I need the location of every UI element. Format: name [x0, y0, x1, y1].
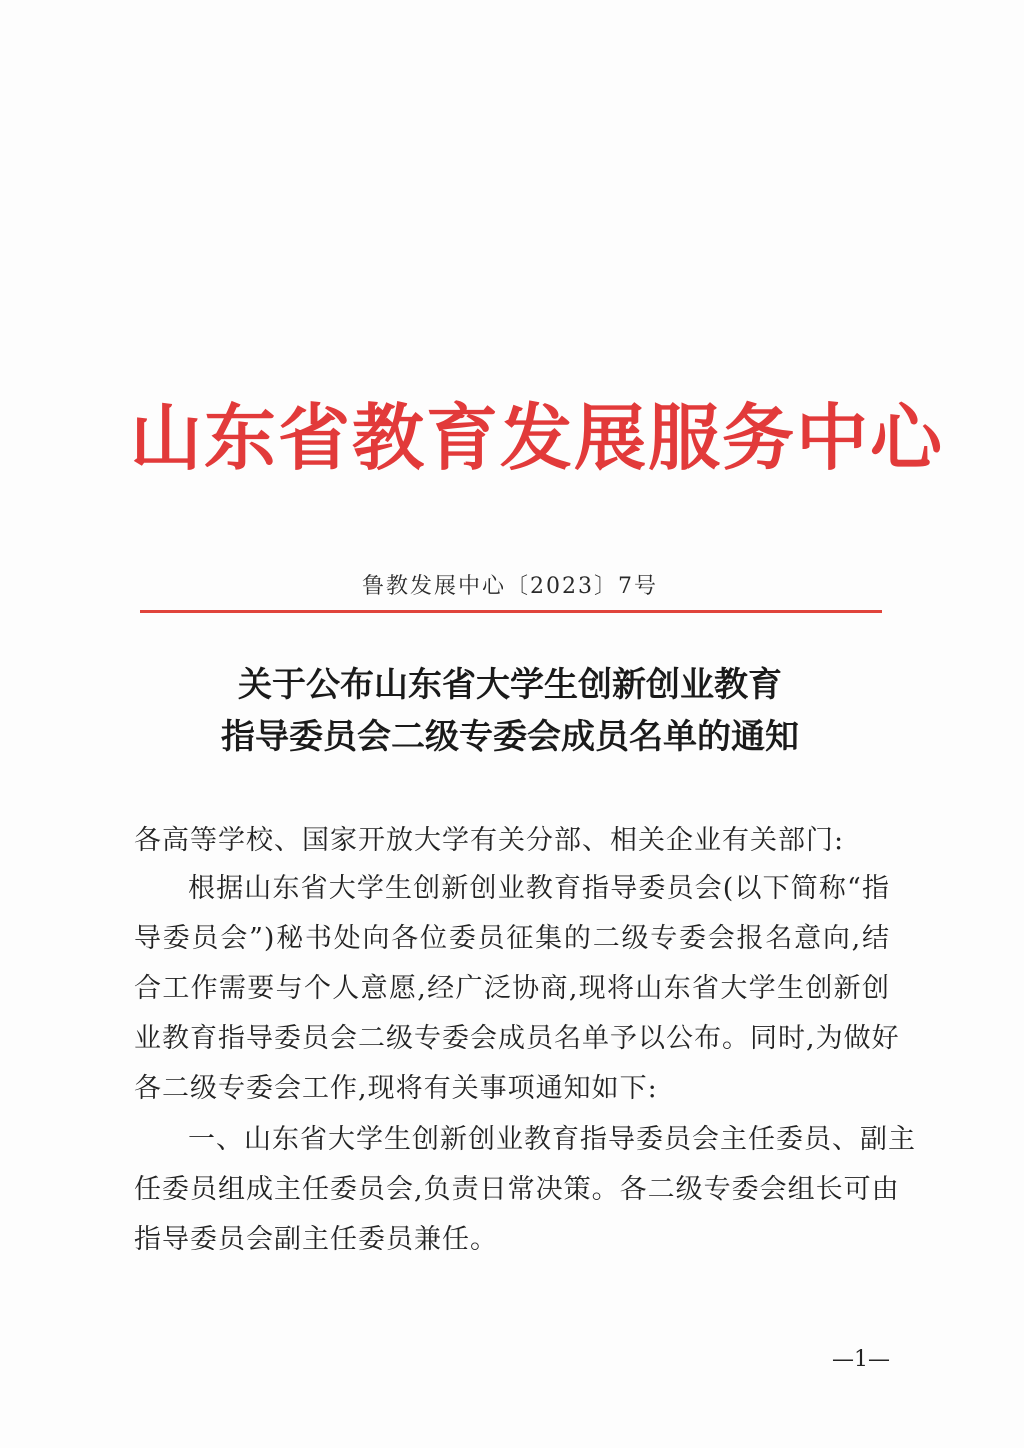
paragraph-2-line-2: 任委员组成主任委员会,负责日常决策。各二级专委会组长可由 — [134, 1174, 900, 1205]
paragraph-2-line-1: 一、山东省大学生创新创业教育指导委员会主任委员、副主 — [188, 1124, 916, 1155]
paragraph-1-line-3: 合工作需要与个人意愿,经广泛协商,现将山东省大学生创新创 — [134, 973, 890, 1004]
paragraph-1-line-2: 导委员会”)秘书处向各位委员征集的二级专委会报名意向,结 — [134, 923, 890, 954]
paragraph-1-line-5: 各二级专委会工作,现将有关事项通知如下: — [134, 1073, 658, 1104]
red-divider-rule — [140, 610, 882, 613]
document-number: 鲁教发展中心〔2023〕7号 — [362, 574, 658, 599]
document-title-line-1: 关于公布山东省大学生创新创业教育 — [238, 665, 782, 705]
paragraph-2-line-3: 指导委员会副主任委员兼任。 — [134, 1224, 498, 1255]
page-number: —1— — [832, 1347, 890, 1372]
document-title-line-2: 指导委员会二级专委会成员名单的通知 — [221, 717, 799, 757]
agency-name-header: 山东省教育发展服务中心 — [130, 396, 945, 480]
paragraph-1-line-4: 业教育指导委员会二级专委会成员名单予以公布。同时,为做好 — [134, 1023, 900, 1054]
salutation: 各高等学校、国家开放大学有关分部、相关企业有关部门: — [134, 825, 845, 856]
paragraph-1-line-1: 根据山东省大学生创新创业教育指导委员会(以下简称“指 — [188, 873, 890, 904]
